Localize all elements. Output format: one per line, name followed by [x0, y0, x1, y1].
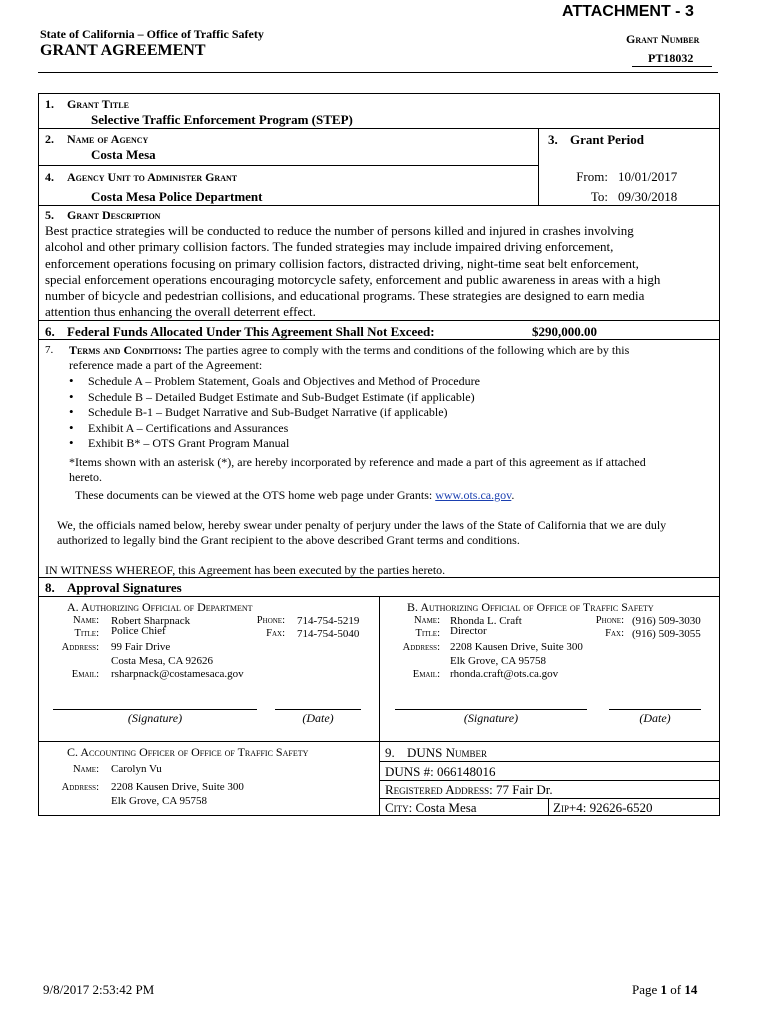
registered-address	[385, 782, 553, 798]
sec3-num: 3.	[548, 132, 558, 147]
sec6-num: 6.	[45, 324, 55, 339]
sec6-label: Federal Funds Allocated Under This Agreement Shall Not Exceed:	[67, 324, 435, 339]
official-a-title: Police Chief	[111, 625, 166, 637]
accounting-address-2: Elk Grove, CA 95758	[111, 795, 207, 807]
zip-value: 92626-6520	[589, 800, 653, 815]
official-a-address: 99 Fair Drive	[111, 641, 171, 653]
description-line: alcohol and other primary collision factors. The funded strategies may include impaired driving enforcement,	[45, 239, 614, 255]
from-label: From:	[576, 169, 608, 184]
list-item: • Schedule B-1 – Budget Narrative and Sub-Budget Narrative (if applicable)	[67, 405, 480, 421]
list-item: • Schedule A – Problem Statement, Goals and Objectives and Method of Procedure	[67, 374, 480, 390]
label: Address:	[61, 782, 99, 793]
description-line: attention thus enhancing the overall deterrent effect.	[45, 304, 316, 320]
date-label: (Date)	[302, 711, 334, 725]
date-label: (Date)	[639, 711, 671, 725]
date-line[interactable]	[609, 709, 701, 710]
official-a-fax: 714-754-5040	[297, 628, 360, 640]
official-b-email: rhonda.craft@ots.ca.gov	[450, 668, 559, 680]
list-item: • Exhibit B* – OTS Grant Program Manual	[67, 436, 480, 452]
web-note-end: .	[511, 488, 515, 502]
duns-number: DUNS #: 066148016	[385, 764, 496, 779]
label: Title:	[74, 628, 99, 639]
schedule-list	[67, 374, 480, 452]
city-label: City:	[385, 800, 413, 815]
terms-intro-2: reference made a part of the Agreement:	[69, 358, 263, 372]
sec5-num: 5.	[45, 208, 54, 222]
label: Email:	[412, 669, 440, 680]
sec4-num: 4.	[45, 170, 54, 184]
print-timestamp: 9/8/2017 2:53:42 PM	[43, 982, 155, 997]
swear-statement-2: authorized to legally bind the Grant recipient to the above described Grant terms and conditions.	[57, 533, 520, 547]
asterisk-note: *Items shown with an asterisk (*), are hereby incorporated by reference and made a part of this agreement as if attached	[69, 455, 646, 469]
divider	[39, 128, 719, 129]
grant-description	[45, 223, 719, 321]
label: Address:	[61, 642, 99, 653]
divider	[39, 320, 719, 321]
page-number: 1	[660, 982, 668, 997]
page-indicator	[632, 982, 697, 998]
sec9-num: 9.	[385, 745, 395, 760]
grant-number: PT18032	[648, 51, 694, 65]
official-b-address: 2208 Kausen Drive, Suite 300	[450, 641, 583, 653]
funds-amount: $290,000.00	[532, 324, 597, 339]
divider	[39, 577, 719, 578]
sec5-label: Grant Description	[67, 208, 161, 222]
grant-title: Selective Traffic Enforcement Program (STEP)	[91, 112, 353, 127]
official-a-address-2: Costa Mesa, CA 92626	[111, 655, 214, 667]
official-a-phone: 714-754-5219	[297, 615, 360, 627]
city-value: Costa Mesa	[415, 800, 477, 815]
accounting-address: 2208 Kausen Drive, Suite 300	[111, 781, 244, 793]
signature-line[interactable]	[53, 709, 257, 710]
sec7-num: 7.	[45, 344, 54, 356]
web-note-text: These documents can be viewed at the OTS home web page under Grants:	[75, 488, 433, 502]
zip-label: Zip+4:	[553, 800, 587, 815]
to-label: To:	[590, 189, 608, 204]
sec8-num: 8.	[45, 580, 55, 595]
divider	[379, 798, 719, 799]
divider	[379, 780, 719, 781]
description-line: special enforcement operations encouraging motorcycle safety, enforcement and public awareness in areas with a high	[45, 271, 661, 287]
description-line: Best practice strategies will be conducted to reduce the number of persons killed and injured in crashes involving	[45, 223, 634, 238]
divider	[379, 761, 719, 762]
label: Title:	[415, 628, 440, 639]
sec9-label: DUNS Number	[407, 745, 488, 760]
label: Email:	[71, 669, 99, 680]
terms-intro-text: The parties agree to comply with the terms and conditions of the following which are by this	[184, 343, 630, 357]
official-b-heading: B. Authorizing Official of Office of Traffic Safety	[407, 600, 654, 614]
column-divider	[379, 596, 380, 741]
description-line: number of bicycle and pedestrian collisions, and educational programs. These strategies are designed to earn media	[45, 288, 645, 304]
date-line[interactable]	[275, 709, 361, 710]
grant-form	[38, 93, 720, 816]
list-item: • Schedule B – Detailed Budget Estimate and Sub-Budget Estimate (if applicable)	[67, 390, 480, 406]
label: Fax:	[266, 628, 285, 639]
column-divider	[538, 128, 539, 205]
signature-line[interactable]	[395, 709, 587, 710]
registered-address-label: Registered Address:	[385, 782, 493, 797]
sec1-label: Grant Title	[67, 97, 129, 111]
label: Address:	[402, 642, 440, 653]
city	[385, 800, 477, 816]
agency-name: Costa Mesa	[91, 147, 156, 162]
divider	[39, 205, 719, 206]
attachment-label: ATTACHMENT - 3	[562, 3, 694, 20]
zip	[553, 800, 652, 816]
sec3-label: Grant Period	[570, 132, 645, 147]
registered-address-value: 77 Fair Dr.	[495, 782, 553, 797]
web-note	[75, 488, 514, 503]
label: Fax:	[605, 628, 624, 639]
sec4-label: Agency Unit to Administer Grant	[67, 170, 238, 184]
label: Phone:	[256, 615, 285, 626]
official-b-title: Director	[450, 625, 487, 637]
signature-label: (Signature)	[127, 711, 183, 725]
divider	[39, 165, 538, 166]
header-rule	[38, 72, 718, 73]
page-total: 14	[684, 982, 698, 997]
description-line: enforcement operations focusing on primary collision factors, distracted driving, night-time seat belt enforcement,	[45, 255, 639, 271]
period-from: 10/01/2017	[618, 169, 678, 184]
sec2-num: 2.	[45, 132, 54, 146]
list-item: • Exhibit A – Certifications and Assurances	[67, 421, 480, 437]
ots-website-link[interactable]: www.ots.ca.gov	[435, 488, 512, 502]
accounting-name: Carolyn Vu	[111, 763, 162, 775]
admin-unit: Costa Mesa Police Department	[91, 189, 263, 204]
official-a-heading: A. Authorizing Official of Department	[67, 600, 253, 614]
divider	[39, 339, 719, 340]
sec1-num: 1.	[45, 97, 54, 111]
witness-statement: IN WITNESS WHEREOF, this Agreement has been executed by the parties hereto.	[45, 563, 446, 577]
label: Name:	[413, 615, 440, 626]
official-a-name: Robert Sharpnack	[111, 615, 191, 627]
column-divider	[379, 741, 380, 815]
label: Phone:	[595, 615, 624, 626]
official-b-phone: (916) 509-3030	[632, 615, 701, 627]
official-a-email: rsharpnack@costamesaca.gov	[111, 668, 244, 680]
period-to: 09/30/2018	[618, 189, 678, 204]
column-divider	[548, 798, 549, 815]
page-of: of	[667, 982, 685, 997]
page-prefix: Page	[632, 982, 661, 997]
swear-statement: We, the officials named below, hereby swear under penalty of perjury under the laws of the State of California that we are duly	[57, 518, 667, 532]
official-b-fax: (916) 509-3055	[632, 628, 701, 640]
page-title: GRANT AGREEMENT	[40, 42, 206, 59]
agency-line: State of California – Office of Traffic Safety	[40, 27, 264, 41]
grant-number-label: Grant Number	[626, 32, 700, 46]
official-b-name: Rhonda L. Craft	[450, 615, 522, 627]
label: Name:	[72, 764, 99, 775]
grant-number-underline	[632, 66, 712, 67]
sec8-label: Approval Signatures	[67, 580, 182, 595]
accounting-heading: C. Accounting Officer of Office of Traffic Safety	[67, 745, 309, 759]
sec7-label: Terms and Conditions:	[69, 343, 182, 357]
asterisk-note-2: hereto.	[69, 470, 102, 484]
sec2-label: Name of Agency	[67, 132, 149, 146]
label: Name:	[72, 615, 99, 626]
terms-intro	[69, 343, 629, 358]
signature-label: (Signature)	[463, 711, 519, 725]
official-b-address-2: Elk Grove, CA 95758	[450, 655, 546, 667]
